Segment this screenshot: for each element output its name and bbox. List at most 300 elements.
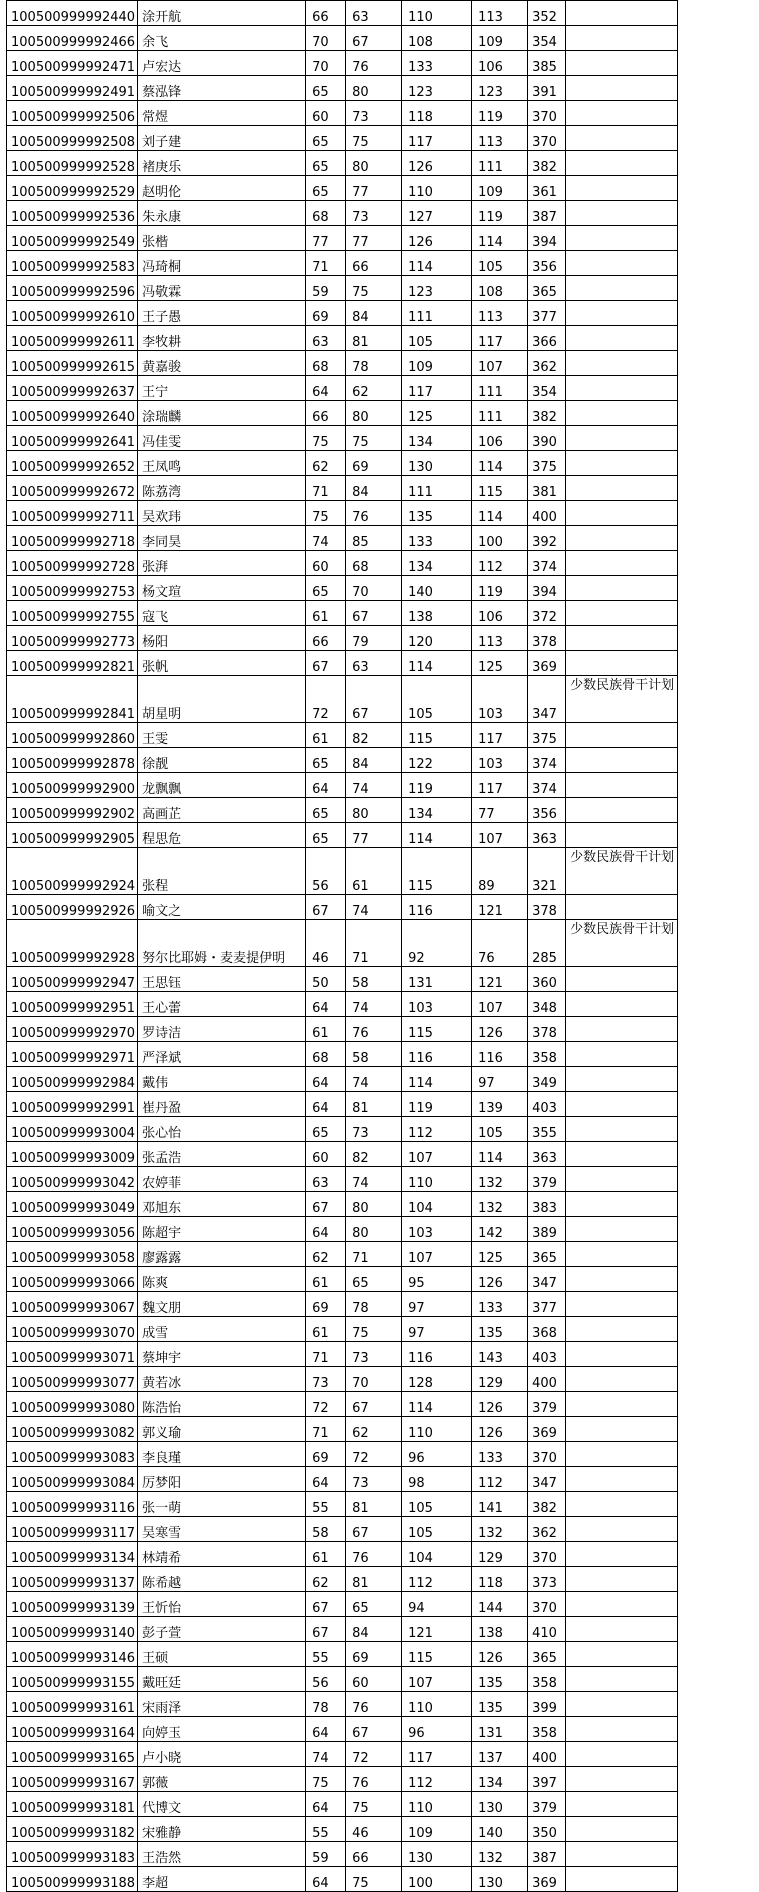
table-row: [7, 1392, 678, 1417]
candidate-id-cell: 100500999992529: [7, 176, 138, 201]
total-score-cell: 375: [528, 723, 566, 748]
remark-cell: [566, 992, 678, 1017]
subject-2-score-cell: 80: [346, 76, 402, 101]
total-score-cell: 394: [528, 576, 566, 601]
subject-1-score-cell: 62: [306, 1242, 346, 1267]
subject-2-score-cell: 82: [346, 723, 402, 748]
subject-4-score-cell: 135: [472, 1692, 528, 1717]
subject-1-score-cell: 61: [306, 1017, 346, 1042]
candidate-name-cell: 卢宏达: [138, 51, 306, 76]
total-score-cell: 390: [528, 426, 566, 451]
remark-cell: [566, 501, 678, 526]
total-score-cell: 349: [528, 1067, 566, 1092]
subject-4-score-cell: 143: [472, 1342, 528, 1367]
subject-3-score-cell: 120: [402, 626, 472, 651]
remark-cell: [566, 1842, 678, 1867]
candidate-name-cell: 陈超宇: [138, 1217, 306, 1242]
table-row: [7, 251, 678, 276]
remark-cell: [566, 476, 678, 501]
candidate-id-cell: 100500999992549: [7, 226, 138, 251]
subject-3-score-cell: 110: [402, 176, 472, 201]
table-row: [7, 1367, 678, 1392]
table-row: [7, 1817, 678, 1842]
subject-3-score-cell: 134: [402, 426, 472, 451]
subject-2-score-cell: 62: [346, 376, 402, 401]
candidate-name-cell: 王忻怡: [138, 1592, 306, 1617]
candidate-id-cell: 100500999993058: [7, 1242, 138, 1267]
remark-cell: [566, 1867, 678, 1892]
table-row: [7, 1617, 678, 1642]
candidate-name-cell: 寇飞: [138, 601, 306, 626]
candidate-id-cell: 100500999993071: [7, 1342, 138, 1367]
subject-1-score-cell: 69: [306, 301, 346, 326]
subject-2-score-cell: 78: [346, 351, 402, 376]
candidate-id-cell: 100500999992506: [7, 101, 138, 126]
subject-4-score-cell: 132: [472, 1167, 528, 1192]
remark-cell: [566, 1017, 678, 1042]
subject-3-score-cell: 110: [402, 1, 472, 26]
subject-3-score-cell: 116: [402, 1042, 472, 1067]
table-row: [7, 1767, 678, 1792]
candidate-name-cell: 郭薇: [138, 1767, 306, 1792]
total-score-cell: 379: [528, 1167, 566, 1192]
candidate-id-cell: 100500999992711: [7, 501, 138, 526]
candidate-id-cell: 100500999993165: [7, 1742, 138, 1767]
subject-3-score-cell: 110: [402, 1792, 472, 1817]
subject-3-score-cell: 114: [402, 1067, 472, 1092]
subject-4-score-cell: 114: [472, 1142, 528, 1167]
subject-2-score-cell: 76: [346, 1767, 402, 1792]
subject-4-score-cell: 126: [472, 1017, 528, 1042]
total-score-cell: 368: [528, 1317, 566, 1342]
candidate-id-cell: 100500999993080: [7, 1392, 138, 1417]
subject-4-score-cell: 105: [472, 251, 528, 276]
subject-1-score-cell: 60: [306, 101, 346, 126]
candidate-name-cell: 朱永康: [138, 201, 306, 226]
subject-2-score-cell: 75: [346, 426, 402, 451]
candidate-id-cell: 100500999993067: [7, 1292, 138, 1317]
subject-2-score-cell: 80: [346, 1217, 402, 1242]
subject-3-score-cell: 103: [402, 1217, 472, 1242]
candidate-id-cell: 100500999993164: [7, 1717, 138, 1742]
table-row: [7, 551, 678, 576]
table-row: [7, 1342, 678, 1367]
subject-2-score-cell: 67: [346, 1717, 402, 1742]
subject-4-score-cell: 114: [472, 451, 528, 476]
subject-3-score-cell: 97: [402, 1317, 472, 1342]
candidate-name-cell: 张程: [138, 848, 306, 895]
subject-4-score-cell: 139: [472, 1092, 528, 1117]
candidate-name-cell: 努尔比耶姆・麦麦提伊明: [138, 920, 306, 967]
candidate-id-cell: 100500999993188: [7, 1867, 138, 1892]
candidate-id-cell: 100500999993117: [7, 1517, 138, 1542]
table-row: [7, 1567, 678, 1592]
table-row: [7, 1017, 678, 1042]
candidate-name-cell: 陈浩怡: [138, 1392, 306, 1417]
subject-1-score-cell: 68: [306, 351, 346, 376]
candidate-name-cell: 罗诗洁: [138, 1017, 306, 1042]
remark-cell: [566, 1667, 678, 1692]
subject-1-score-cell: 66: [306, 1, 346, 26]
subject-3-score-cell: 127: [402, 201, 472, 226]
subject-4-score-cell: 119: [472, 576, 528, 601]
total-score-cell: 348: [528, 992, 566, 1017]
subject-4-score-cell: 100: [472, 526, 528, 551]
remark-cell: [566, 626, 678, 651]
table-row: [7, 151, 678, 176]
candidate-id-cell: 100500999993077: [7, 1367, 138, 1392]
candidate-id-cell: 100500999992905: [7, 823, 138, 848]
subject-2-score-cell: 60: [346, 1667, 402, 1692]
subject-1-score-cell: 63: [306, 1167, 346, 1192]
subject-3-score-cell: 114: [402, 651, 472, 676]
remark-cell: [566, 1242, 678, 1267]
remark-cell: 少数民族骨干计划: [566, 848, 678, 895]
subject-4-score-cell: 126: [472, 1392, 528, 1417]
table-row: [7, 967, 678, 992]
table-row: [7, 748, 678, 773]
subject-3-score-cell: 126: [402, 226, 472, 251]
subject-3-score-cell: 111: [402, 301, 472, 326]
remark-cell: [566, 967, 678, 992]
subject-1-score-cell: 64: [306, 1792, 346, 1817]
candidate-id-cell: 100500999992637: [7, 376, 138, 401]
subject-4-score-cell: 103: [472, 676, 528, 723]
remark-cell: [566, 1217, 678, 1242]
table-row: [7, 1867, 678, 1892]
total-score-cell: 369: [528, 651, 566, 676]
subject-4-score-cell: 132: [472, 1517, 528, 1542]
table-row: [7, 401, 678, 426]
subject-1-score-cell: 61: [306, 723, 346, 748]
candidate-id-cell: 100500999992596: [7, 276, 138, 301]
candidate-name-cell: 厉梦阳: [138, 1467, 306, 1492]
subject-2-score-cell: 61: [346, 848, 402, 895]
candidate-name-cell: 王思钰: [138, 967, 306, 992]
subject-1-score-cell: 56: [306, 848, 346, 895]
total-score-cell: 403: [528, 1342, 566, 1367]
subject-3-score-cell: 112: [402, 1117, 472, 1142]
subject-4-score-cell: 125: [472, 651, 528, 676]
total-score-cell: 385: [528, 51, 566, 76]
table-row: [7, 126, 678, 151]
subject-2-score-cell: 70: [346, 1367, 402, 1392]
subject-4-score-cell: 118: [472, 1567, 528, 1592]
remark-cell: [566, 1067, 678, 1092]
candidate-name-cell: 涂瑞麟: [138, 401, 306, 426]
table-row: [7, 1042, 678, 1067]
subject-2-score-cell: 77: [346, 226, 402, 251]
subject-1-score-cell: 68: [306, 1042, 346, 1067]
subject-3-score-cell: 107: [402, 1667, 472, 1692]
subject-3-score-cell: 103: [402, 992, 472, 1017]
candidate-name-cell: 邓旭东: [138, 1192, 306, 1217]
table-row: [7, 1742, 678, 1767]
subject-2-score-cell: 84: [346, 1617, 402, 1642]
total-score-cell: 375: [528, 451, 566, 476]
total-score-cell: 400: [528, 501, 566, 526]
subject-3-score-cell: 130: [402, 451, 472, 476]
subject-2-score-cell: 80: [346, 1192, 402, 1217]
score-table-body: [7, 1, 678, 1892]
subject-2-score-cell: 75: [346, 1867, 402, 1892]
candidate-id-cell: 100500999992970: [7, 1017, 138, 1042]
subject-4-score-cell: 117: [472, 773, 528, 798]
candidate-id-cell: 100500999993042: [7, 1167, 138, 1192]
candidate-id-cell: 100500999992928: [7, 920, 138, 967]
subject-4-score-cell: 126: [472, 1642, 528, 1667]
subject-2-score-cell: 72: [346, 1742, 402, 1767]
subject-4-score-cell: 142: [472, 1217, 528, 1242]
candidate-id-cell: 100500999993070: [7, 1317, 138, 1342]
table-row: [7, 276, 678, 301]
table-row: [7, 1067, 678, 1092]
subject-3-score-cell: 107: [402, 1142, 472, 1167]
candidate-id-cell: 100500999993049: [7, 1192, 138, 1217]
candidate-name-cell: 李同昊: [138, 526, 306, 551]
candidate-name-cell: 吴寒雪: [138, 1517, 306, 1542]
remark-cell: [566, 1092, 678, 1117]
total-score-cell: 399: [528, 1692, 566, 1717]
total-score-cell: 381: [528, 476, 566, 501]
subject-2-score-cell: 74: [346, 1167, 402, 1192]
subject-1-score-cell: 61: [306, 1542, 346, 1567]
total-score-cell: 370: [528, 1542, 566, 1567]
subject-1-score-cell: 70: [306, 26, 346, 51]
candidate-id-cell: 100500999992440: [7, 1, 138, 26]
subject-1-score-cell: 60: [306, 551, 346, 576]
total-score-cell: 374: [528, 773, 566, 798]
subject-2-score-cell: 67: [346, 1392, 402, 1417]
subject-1-score-cell: 55: [306, 1817, 346, 1842]
table-row: [7, 1517, 678, 1542]
subject-1-score-cell: 66: [306, 401, 346, 426]
remark-cell: [566, 51, 678, 76]
total-score-cell: 347: [528, 676, 566, 723]
table-row: [7, 526, 678, 551]
total-score-cell: 378: [528, 895, 566, 920]
candidate-name-cell: 张心怡: [138, 1117, 306, 1142]
subject-1-score-cell: 62: [306, 451, 346, 476]
subject-3-score-cell: 92: [402, 920, 472, 967]
remark-cell: [566, 1267, 678, 1292]
subject-2-score-cell: 76: [346, 51, 402, 76]
subject-2-score-cell: 74: [346, 992, 402, 1017]
total-score-cell: 365: [528, 1642, 566, 1667]
remark-cell: [566, 1042, 678, 1067]
candidate-name-cell: 黄若冰: [138, 1367, 306, 1392]
subject-4-score-cell: 135: [472, 1667, 528, 1692]
table-row: [7, 848, 678, 895]
candidate-id-cell: 100500999992615: [7, 351, 138, 376]
subject-4-score-cell: 105: [472, 1117, 528, 1142]
table-row: [7, 601, 678, 626]
table-row: [7, 1492, 678, 1517]
total-score-cell: 370: [528, 126, 566, 151]
table-row: [7, 1317, 678, 1342]
subject-4-score-cell: 115: [472, 476, 528, 501]
remark-cell: [566, 226, 678, 251]
remark-cell: [566, 1767, 678, 1792]
candidate-id-cell: 100500999992991: [7, 1092, 138, 1117]
subject-2-score-cell: 74: [346, 895, 402, 920]
total-score-cell: 397: [528, 1767, 566, 1792]
candidate-name-cell: 魏文朋: [138, 1292, 306, 1317]
candidate-id-cell: 100500999992860: [7, 723, 138, 748]
subject-1-score-cell: 64: [306, 376, 346, 401]
subject-4-score-cell: 76: [472, 920, 528, 967]
candidate-id-cell: 100500999993082: [7, 1417, 138, 1442]
subject-1-score-cell: 65: [306, 151, 346, 176]
total-score-cell: 372: [528, 601, 566, 626]
total-score-cell: 356: [528, 798, 566, 823]
candidate-id-cell: 100500999992878: [7, 748, 138, 773]
remark-cell: [566, 326, 678, 351]
table-row: [7, 576, 678, 601]
subject-4-score-cell: 107: [472, 992, 528, 1017]
subject-2-score-cell: 69: [346, 451, 402, 476]
subject-4-score-cell: 126: [472, 1267, 528, 1292]
subject-3-score-cell: 115: [402, 1642, 472, 1667]
subject-3-score-cell: 116: [402, 1342, 472, 1367]
remark-cell: [566, 426, 678, 451]
candidate-id-cell: 100500999993181: [7, 1792, 138, 1817]
table-row: [7, 798, 678, 823]
candidate-name-cell: 冯敬霖: [138, 276, 306, 301]
subject-1-score-cell: 58: [306, 1517, 346, 1542]
subject-3-score-cell: 128: [402, 1367, 472, 1392]
candidate-name-cell: 胡星明: [138, 676, 306, 723]
table-row: [7, 376, 678, 401]
total-score-cell: 394: [528, 226, 566, 251]
candidate-id-cell: 100500999993139: [7, 1592, 138, 1617]
total-score-cell: 363: [528, 1142, 566, 1167]
subject-1-score-cell: 64: [306, 992, 346, 1017]
candidate-id-cell: 100500999993167: [7, 1767, 138, 1792]
total-score-cell: 377: [528, 1292, 566, 1317]
subject-4-score-cell: 140: [472, 1817, 528, 1842]
subject-2-score-cell: 76: [346, 1542, 402, 1567]
table-row: [7, 1267, 678, 1292]
total-score-cell: 378: [528, 1017, 566, 1042]
subject-1-score-cell: 46: [306, 920, 346, 967]
table-row: [7, 1667, 678, 1692]
subject-2-score-cell: 81: [346, 1492, 402, 1517]
total-score-cell: 370: [528, 1592, 566, 1617]
subject-1-score-cell: 66: [306, 626, 346, 651]
table-row: [7, 1842, 678, 1867]
candidate-name-cell: 李超: [138, 1867, 306, 1892]
candidate-id-cell: 100500999992924: [7, 848, 138, 895]
subject-2-score-cell: 73: [346, 1117, 402, 1142]
candidate-id-cell: 100500999992640: [7, 401, 138, 426]
candidate-name-cell: 王硕: [138, 1642, 306, 1667]
table-row: [7, 1242, 678, 1267]
subject-3-score-cell: 122: [402, 748, 472, 773]
subject-2-score-cell: 73: [346, 101, 402, 126]
candidate-id-cell: 100500999992984: [7, 1067, 138, 1092]
subject-1-score-cell: 64: [306, 773, 346, 798]
subject-1-score-cell: 71: [306, 1342, 346, 1367]
subject-3-score-cell: 110: [402, 1417, 472, 1442]
candidate-name-cell: 张帆: [138, 651, 306, 676]
subject-1-score-cell: 60: [306, 1142, 346, 1167]
subject-2-score-cell: 75: [346, 1792, 402, 1817]
candidate-name-cell: 刘子建: [138, 126, 306, 151]
total-score-cell: 370: [528, 101, 566, 126]
subject-2-score-cell: 72: [346, 1442, 402, 1467]
table-row: [7, 326, 678, 351]
remark-cell: [566, 1142, 678, 1167]
table-row: [7, 501, 678, 526]
table-row: [7, 1592, 678, 1617]
subject-4-score-cell: 138: [472, 1617, 528, 1642]
subject-3-score-cell: 114: [402, 251, 472, 276]
candidate-name-cell: 严泽斌: [138, 1042, 306, 1067]
table-row: [7, 1442, 678, 1467]
candidate-id-cell: 100500999993056: [7, 1217, 138, 1242]
total-score-cell: 373: [528, 1567, 566, 1592]
subject-1-score-cell: 55: [306, 1642, 346, 1667]
remark-cell: [566, 1717, 678, 1742]
subject-3-score-cell: 105: [402, 1492, 472, 1517]
subject-3-score-cell: 114: [402, 1392, 472, 1417]
subject-2-score-cell: 70: [346, 576, 402, 601]
subject-1-score-cell: 73: [306, 1367, 346, 1392]
subject-2-score-cell: 67: [346, 601, 402, 626]
total-score-cell: 352: [528, 1, 566, 26]
candidate-id-cell: 100500999992902: [7, 798, 138, 823]
subject-4-score-cell: 113: [472, 301, 528, 326]
subject-3-score-cell: 119: [402, 1092, 472, 1117]
table-row: [7, 823, 678, 848]
table-row: [7, 1142, 678, 1167]
candidate-id-cell: 100500999992951: [7, 992, 138, 1017]
total-score-cell: 361: [528, 176, 566, 201]
subject-2-score-cell: 76: [346, 1692, 402, 1717]
table-row: [7, 1, 678, 26]
total-score-cell: 358: [528, 1042, 566, 1067]
remark-cell: [566, 401, 678, 426]
subject-2-score-cell: 73: [346, 201, 402, 226]
subject-2-score-cell: 68: [346, 551, 402, 576]
candidate-name-cell: 戴伟: [138, 1067, 306, 1092]
subject-2-score-cell: 46: [346, 1817, 402, 1842]
candidate-name-cell: 高画芷: [138, 798, 306, 823]
table-row: [7, 1467, 678, 1492]
total-score-cell: 354: [528, 376, 566, 401]
candidate-name-cell: 王心蕾: [138, 992, 306, 1017]
remark-cell: [566, 1192, 678, 1217]
subject-2-score-cell: 80: [346, 151, 402, 176]
remark-cell: [566, 823, 678, 848]
total-score-cell: 392: [528, 526, 566, 551]
table-row: [7, 51, 678, 76]
remark-cell: [566, 251, 678, 276]
subject-4-score-cell: 144: [472, 1592, 528, 1617]
subject-1-score-cell: 59: [306, 276, 346, 301]
candidate-id-cell: 100500999992583: [7, 251, 138, 276]
total-score-cell: 391: [528, 76, 566, 101]
remark-cell: [566, 895, 678, 920]
subject-3-score-cell: 123: [402, 76, 472, 101]
remark-cell: [566, 1692, 678, 1717]
candidate-name-cell: 向婷玉: [138, 1717, 306, 1742]
subject-4-score-cell: 103: [472, 748, 528, 773]
subject-3-score-cell: 117: [402, 376, 472, 401]
remark-cell: [566, 201, 678, 226]
subject-4-score-cell: 119: [472, 201, 528, 226]
